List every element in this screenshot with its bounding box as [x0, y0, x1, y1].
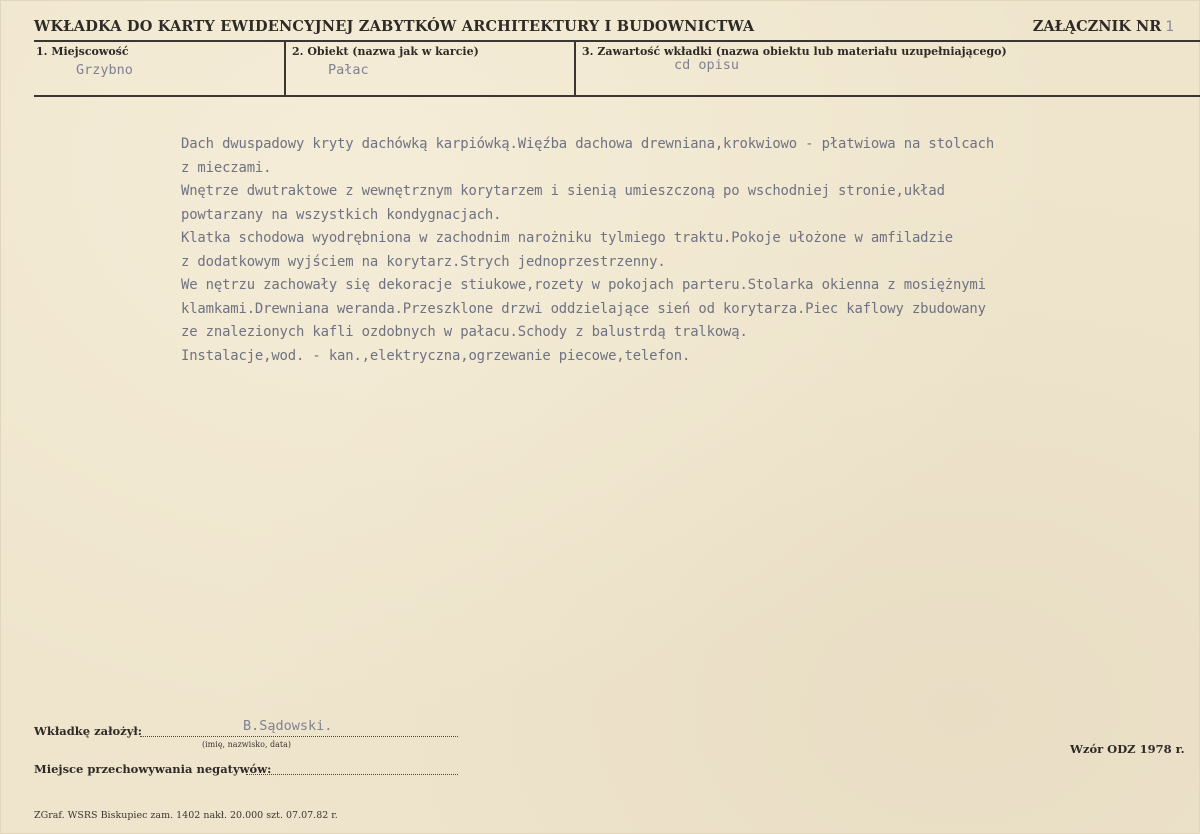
header-rule-top [34, 40, 1200, 42]
description-line: z dodatkowym wyjściem na korytarz.Strych jednoprzestrzenny. [181, 253, 666, 270]
content-label: 3. Zawartość wkładki (nazwa obiektu lub materiału uzupełniającego) [582, 45, 1007, 58]
field-divider-2 [574, 41, 576, 96]
description-line: Instalacje,wod. - kan.,elektryczna,ogrzewanie piecowe,telefon. [181, 347, 691, 364]
printer-note: ZGraf. WSRS Biskupiec zam. 1402 nakł. 20.000 szt. 07.07.82 r. [34, 810, 338, 821]
negatives-location-line [246, 774, 458, 775]
description-line: ze znalezionych kafli ozdobnych w pałacu.Schody z balustrdą tralkową. [181, 324, 748, 340]
founded-by-label: Wkładkę założył: [34, 724, 143, 738]
locality-label: 1. Miejscowość [36, 45, 129, 58]
annex-number: 1 [1165, 19, 1174, 35]
founded-by-value: B.Sądowski. [243, 718, 333, 734]
annex-label [1033, 18, 1174, 35]
description-line: z mieczami. [181, 159, 272, 176]
description-line: klamkami.Drewniana weranda.Przeszklone drzwi oddzielające sień od korytarza.Piec kaflowy zbudowany [181, 300, 986, 317]
founded-by-caption: (imię, nazwisko, data) [202, 740, 292, 749]
object-label: 2. Obiekt (nazwa jak w karcie) [292, 45, 479, 58]
description-line: We nętrzu zachowały się dekoracje stiukowe,rozety w pokojach parteru.Stolarka okienna z mosiężnymi [181, 277, 986, 293]
header-rule-bottom [34, 95, 1200, 97]
content-value: cd opisu [674, 57, 740, 73]
form-template-label: Wzór ODZ 1978 r. [1070, 742, 1185, 756]
description-text [181, 133, 1191, 368]
description-line: Wnętrze dwutraktowe z wewnętrznym korytarzem i sienią umieszczoną po wschodniej stronie,układ [181, 183, 945, 199]
description-line: Klatka schodowa wyodrębniona w zachodnim narożniku tylmiego traktu.Pokoje ułożone w amfiladzie [181, 230, 954, 246]
page-title: WKŁADKA DO KARTY EWIDENCYJNEJ ZABYTKÓW ARCHITEKTURY I BUDOWNICTWA [34, 18, 755, 35]
negatives-location-label: Miejsce przechowywania negatywów: [34, 762, 272, 776]
annex-label-text: ZAŁĄCZNIK NR [1032, 18, 1162, 35]
description-line: powtarzany na wszystkich kondygnacjach. [181, 206, 502, 223]
object-value: Pałac [328, 62, 369, 78]
locality-value: Grzybno [76, 62, 133, 78]
description-line: Dach dwuspadowy kryty dachówką karpiówką.Więźba dachowa drewniana,krokwiowo - płatwiowa na stolcach [181, 136, 995, 152]
field-divider-1 [284, 41, 286, 96]
header [34, 18, 1174, 40]
founded-by-line [140, 736, 458, 737]
